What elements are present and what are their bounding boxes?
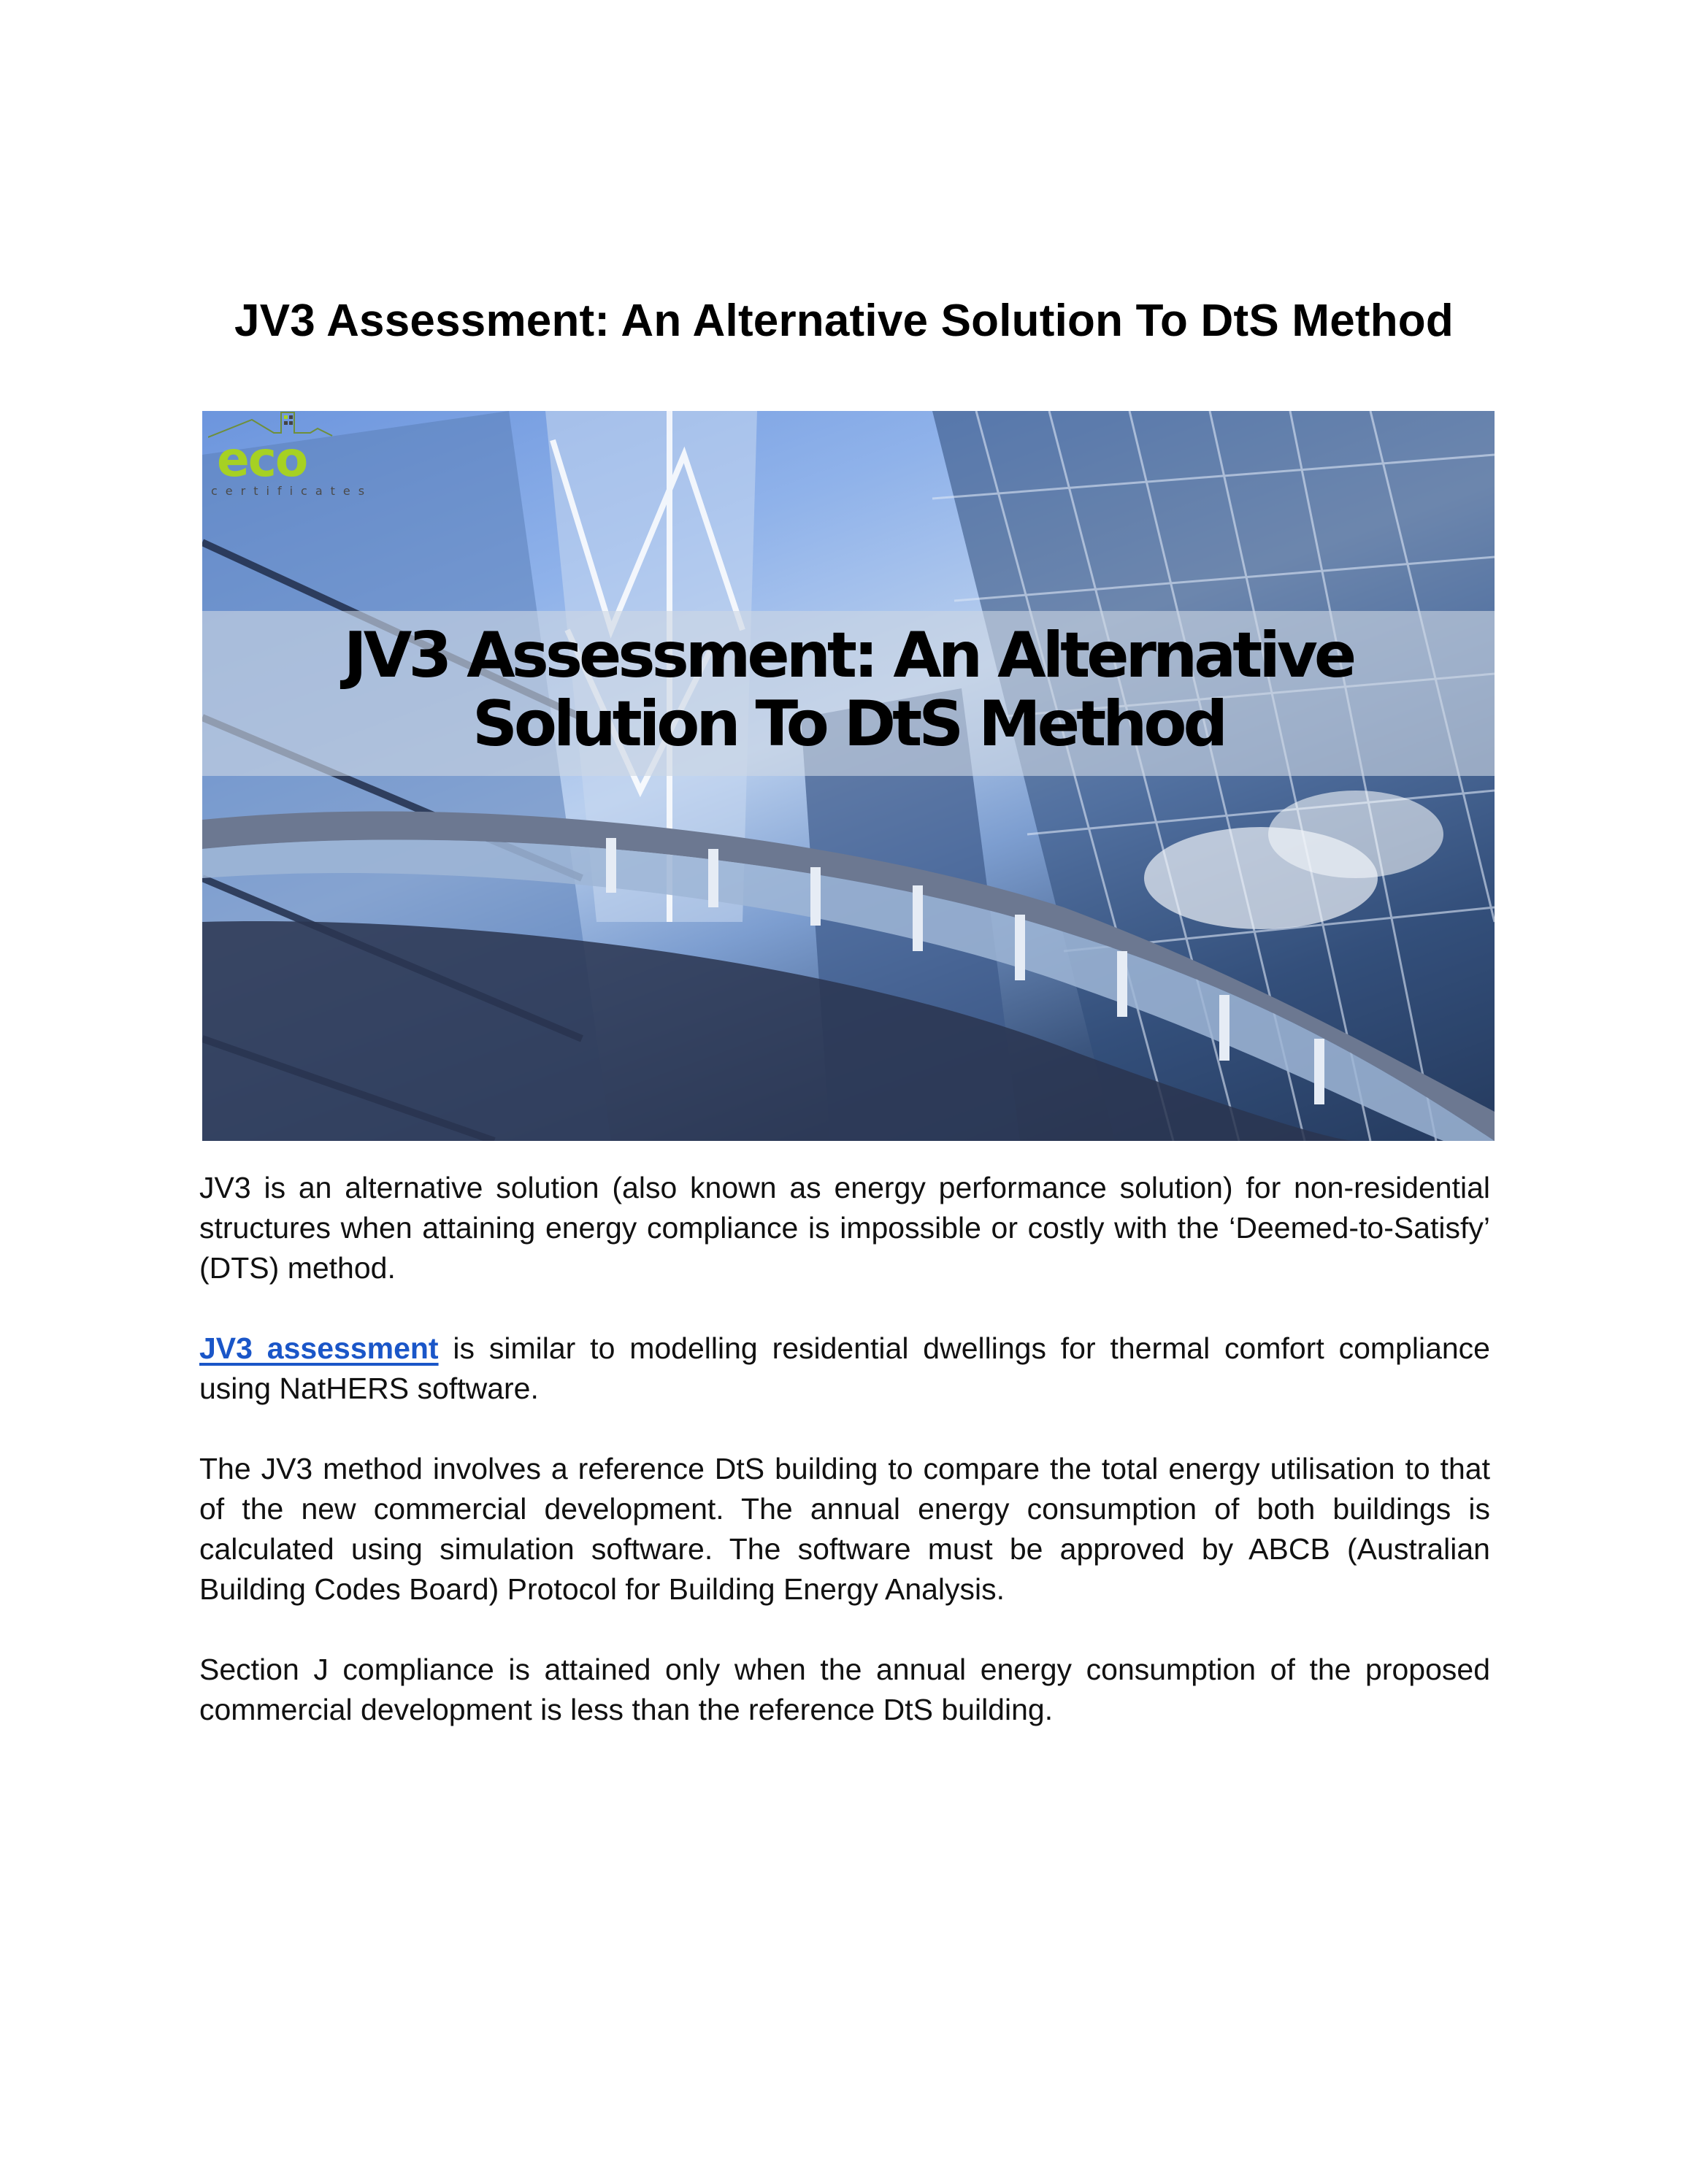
paragraph-intro: JV3 is an alternative solution (also known as energy performance solution) for non-residential structures when attaining energy compliance is impossible or costly with the ‘Deemed-to-Satisfy’ (DTS) method. (199, 1171, 1490, 1285)
banner-title (202, 619, 1495, 761)
logo-tagline: certificates (211, 484, 373, 498)
page-title: JV3 Assessment: An Alternative Solution To DtS Method (234, 296, 1454, 346)
paragraph-nathers-text: is similar to modelling residential dwellings for thermal comfort compliance using NatHERS software. (199, 1331, 1490, 1405)
logo-brand: eco (217, 431, 307, 488)
banner-title-line-2: Solution To DtS Method (472, 688, 1225, 761)
skyscraper-photo (202, 411, 1495, 1141)
paragraph-method: The JV3 method involves a reference DtS building to compare the total energy utilisation to that of the new commercial development. The annual energy consumption of both buildings is calculated using simulation software. The software must be approved by ABCB (Australian Building Codes Board) Protocol for Building Energy Analysis. (199, 1452, 1490, 1606)
paragraph-compliance: Section J compliance is attained only when the annual energy consumption of the proposed commercial development is less than the reference DtS building. (199, 1653, 1490, 1726)
eco-certificates-logo (208, 411, 373, 506)
banner-title-line-1: JV3 Assessment: An Alternative (343, 619, 1354, 692)
hero-image (202, 411, 1495, 1141)
jv3-assessment-link[interactable]: JV3 assessment (199, 1331, 439, 1365)
paragraph-nathers (199, 1329, 1490, 1409)
